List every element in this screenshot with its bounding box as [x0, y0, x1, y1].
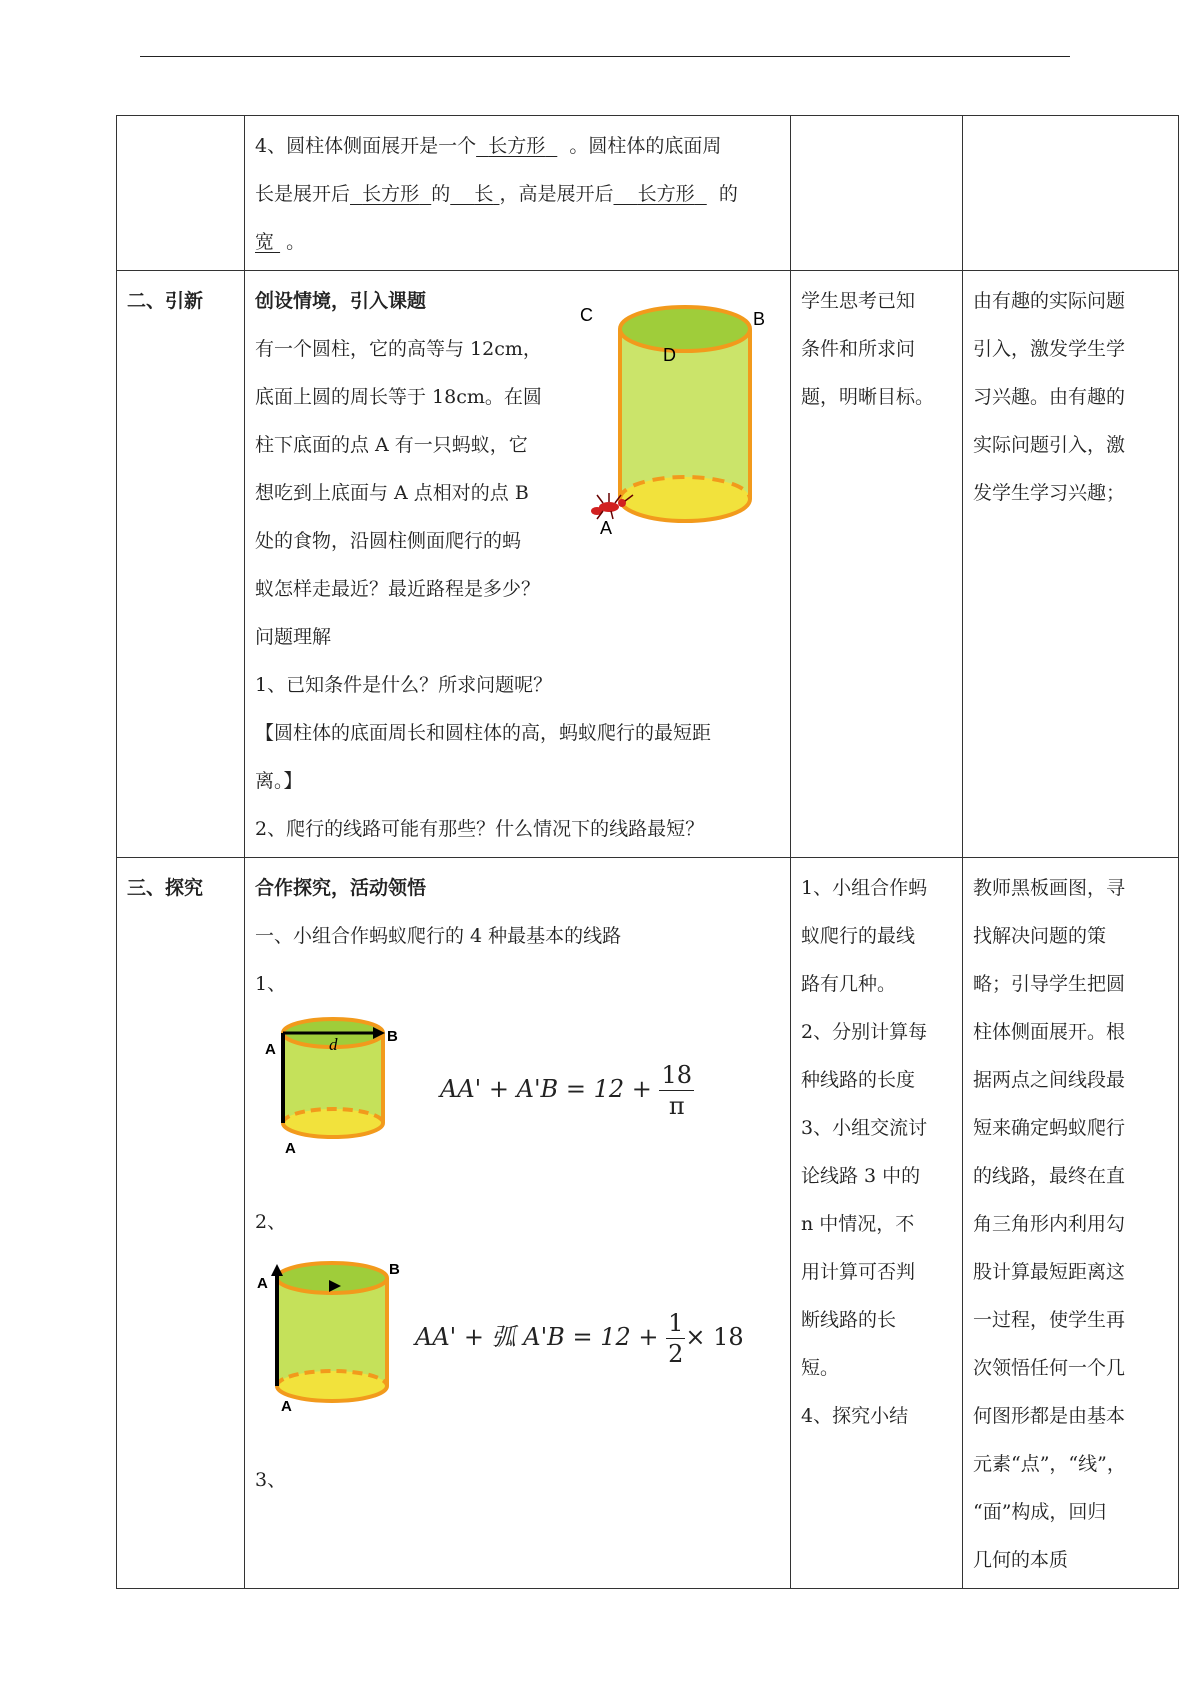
- problem-line: 处的食物，沿圆柱侧面爬行的蚂: [255, 530, 522, 552]
- problem-line: 有一个圆柱，它的高等与 12cm，: [255, 338, 542, 360]
- point-label-a-top: A: [265, 1041, 276, 1058]
- route-number-3: 3、: [255, 1469, 287, 1491]
- problem-line: 柱下底面的点 A 有一只蚂蚁，它: [255, 434, 528, 456]
- formula-rhs: × 18: [685, 1323, 744, 1351]
- answer-blank: 长: [474, 183, 494, 205]
- formula-denominator: π: [668, 1092, 685, 1120]
- formula-denominator: 2: [668, 1340, 684, 1368]
- intent-line: 股计算最短距离这: [973, 1261, 1126, 1283]
- student-activity-cell: [791, 271, 963, 858]
- intent-line: “面”构成，回归: [973, 1501, 1107, 1523]
- review-text: 的: [431, 183, 451, 205]
- section-cell-empty: [117, 116, 245, 271]
- formula-route-2: [415, 1308, 744, 1369]
- intent-line: 教师黑板画图，寻: [973, 877, 1126, 899]
- intent-line: 找解决问题的策: [973, 925, 1107, 947]
- design-intent-cell: [963, 858, 1179, 1589]
- intent-line: 次领悟任何一个几: [973, 1357, 1126, 1379]
- point-label-b: B: [387, 1028, 398, 1045]
- content-cell-review: [245, 116, 791, 271]
- activity-line: 路有几种。: [801, 973, 897, 995]
- review-text: 。圆柱体的底面周: [569, 135, 722, 157]
- activity-line: 用计算可否判: [801, 1261, 916, 1283]
- design-intent-cell: [963, 116, 1179, 271]
- activity-line: 种线路的长度: [801, 1069, 916, 1091]
- section-label: 二、引新: [117, 271, 245, 858]
- student-activity-cell: [791, 858, 963, 1589]
- point-label-a: A: [600, 518, 613, 538]
- point-label-d: D: [663, 345, 676, 365]
- point-label-a-top: A: [257, 1275, 268, 1292]
- sub-heading: 问题理解: [255, 626, 332, 648]
- intent-line: 据两点之间线段最: [973, 1069, 1126, 1091]
- route-number-1: 1、: [255, 973, 287, 995]
- answer-blank: 长方形: [488, 135, 546, 157]
- review-text: ，高是展开后: [499, 183, 614, 205]
- answer-1-line1: 【圆柱体的底面周长和圆柱体的高，蚂蚁爬行的最短距: [255, 722, 712, 744]
- formula-numerator: 1: [668, 1309, 684, 1337]
- formula-route-1: [440, 1060, 694, 1121]
- header-rule: [140, 56, 1070, 57]
- content-cell-explore: [245, 858, 791, 1589]
- review-text: 的: [718, 183, 738, 205]
- intent-line: 柱体侧面展开。根: [973, 1021, 1126, 1043]
- activity-line: 论线路 3 中的: [801, 1165, 921, 1187]
- route-1-figure: [255, 1008, 405, 1158]
- problem-text: [255, 325, 565, 613]
- answer-blank: 长方形: [362, 183, 420, 205]
- activity-line: 2、分别计算每: [801, 1021, 928, 1043]
- activity-line: 断线路的长: [801, 1309, 897, 1331]
- section-heading: 创设情境，引入课题: [255, 290, 427, 312]
- table-row: [117, 271, 1179, 858]
- formula-lhs: AA' + A'B = 12 +: [440, 1075, 660, 1103]
- point-label-a-bottom: A: [281, 1398, 292, 1411]
- table-row: [117, 116, 1179, 271]
- cylinder-body: [620, 329, 750, 499]
- problem-line: 底面上圆的周长等于 18cm。在圆: [255, 386, 542, 408]
- cylinder-ant-figure: [575, 289, 765, 539]
- lesson-plan-table: [116, 115, 1179, 1589]
- activity-line: 短。: [801, 1357, 840, 1379]
- intent-line: 由有趣的实际问题: [973, 290, 1126, 312]
- intent-line: 略；引导学生把圆: [973, 973, 1126, 995]
- activity-line: 蚁爬行的最线: [801, 925, 916, 947]
- answer-1-line2: 离。】: [255, 770, 303, 792]
- point-label-b: B: [753, 309, 765, 329]
- intent-line: 习兴趣。由有趣的: [973, 386, 1126, 408]
- route-2-figure: [255, 1246, 405, 1411]
- review-text: 长是展开后: [255, 183, 351, 205]
- cylinder-top: [620, 307, 750, 351]
- section-label: 三、探究: [117, 858, 245, 1589]
- student-activity-cell: [791, 116, 963, 271]
- activity-line: 4、探究小结: [801, 1405, 909, 1427]
- formula-lhs: AA' + 弧 A'B = 12 +: [415, 1323, 667, 1351]
- activity-line: 3、小组交流讨: [801, 1117, 928, 1139]
- explore-line: 一、小组合作蚂蚁爬行的 4 种最基本的线路: [255, 925, 622, 947]
- content-cell-intro: [245, 271, 791, 858]
- route-number-2: 2、: [255, 1211, 287, 1233]
- intent-line: 短来确定蚂蚁爬行: [973, 1117, 1126, 1139]
- activity-line: n 中情况，不: [801, 1213, 915, 1235]
- intent-line: 元素“点”，“线”，: [973, 1453, 1126, 1475]
- diameter-label: d: [329, 1035, 338, 1054]
- question-2: 2、爬行的线路可能有那些？什么情况下的线路最短？: [255, 818, 705, 840]
- intent-line: 的线路，最终在直: [973, 1165, 1126, 1187]
- point-label-c: C: [580, 305, 593, 325]
- route-2-block: [255, 1246, 780, 1456]
- problem-line: 想吃到上底面与 A 点相对的点 B: [255, 482, 529, 504]
- route-1-block: [255, 1008, 780, 1198]
- intent-line: 几何的本质: [973, 1549, 1069, 1571]
- answer-blank: 宽: [255, 231, 275, 253]
- activity-line: 条件和所求问: [801, 338, 916, 360]
- review-text: 。: [286, 231, 306, 253]
- table-row: [117, 858, 1179, 1589]
- section-heading: 合作探究，活动领悟: [255, 877, 427, 899]
- answer-blank: 长方形: [637, 183, 695, 205]
- problem-line: 蚁怎样走最近？最近路程是多少？: [255, 578, 541, 600]
- activity-line: 题，明晰目标。: [801, 386, 935, 408]
- intent-line: 实际问题引入，激: [973, 434, 1126, 456]
- point-label-b: B: [389, 1261, 400, 1278]
- intent-line: 角三角形内利用勾: [973, 1213, 1126, 1235]
- intent-line: 一过程，使学生再: [973, 1309, 1126, 1331]
- question-1: 1、已知条件是什么？所求问题呢？: [255, 674, 553, 696]
- intent-line: 发学生学习兴趣；: [973, 482, 1126, 504]
- activity-line: 1、小组合作蚂: [801, 877, 928, 899]
- formula-numerator: 18: [661, 1061, 693, 1089]
- review-text: 4、圆柱体侧面展开是一个: [255, 135, 477, 157]
- point-label-a-bottom: A: [285, 1140, 296, 1157]
- intent-line: 引入，激发学生学: [973, 338, 1126, 360]
- design-intent-cell: [963, 271, 1179, 858]
- activity-line: 学生思考已知: [801, 290, 916, 312]
- intent-line: 何图形都是由基本: [973, 1405, 1126, 1427]
